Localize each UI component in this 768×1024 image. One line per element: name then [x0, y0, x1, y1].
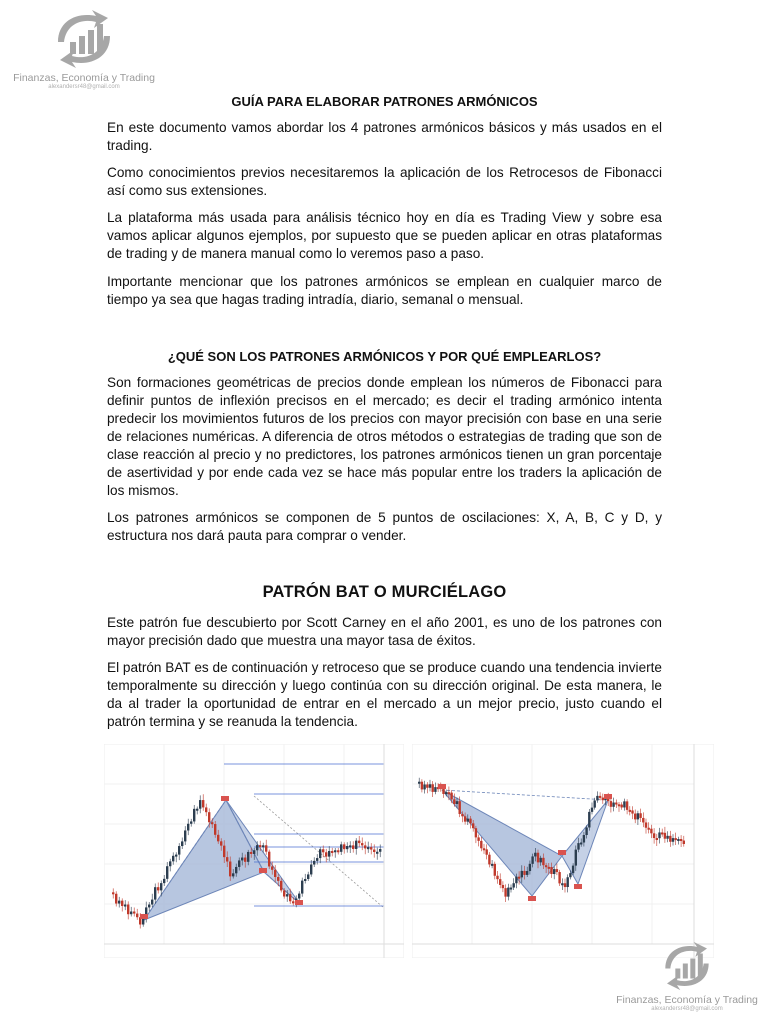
bat-pattern-chart-right — [412, 744, 714, 958]
candle-body — [631, 810, 633, 813]
candle-body — [664, 833, 666, 839]
candle-body — [499, 879, 501, 885]
candle-body — [160, 883, 162, 890]
candle-body — [304, 879, 306, 881]
candle-body — [672, 838, 674, 842]
candle-body — [602, 798, 604, 801]
candle-body — [599, 796, 601, 798]
candle-body — [558, 872, 560, 883]
candle-body — [575, 850, 577, 866]
candle-body — [175, 855, 177, 857]
candle-body — [618, 804, 620, 806]
candle-body — [379, 849, 381, 852]
candle-body — [313, 861, 315, 865]
candle-body — [115, 894, 117, 904]
candle-body — [621, 805, 623, 808]
candle-body — [112, 892, 114, 894]
candle-body — [526, 871, 528, 875]
candle-body — [483, 848, 485, 850]
candle-body — [238, 860, 240, 867]
candle-body — [208, 812, 210, 822]
candle-body — [615, 803, 617, 805]
candle-body — [184, 830, 186, 841]
candle-body — [319, 849, 321, 858]
candle-body — [610, 801, 612, 807]
candle-body — [280, 881, 282, 891]
candle-body — [316, 858, 318, 861]
candle-body — [518, 877, 520, 879]
candle-body — [653, 833, 655, 838]
candle-body — [271, 866, 273, 869]
candle-body — [548, 867, 550, 869]
intro-paragraph-3: La plataforma más usada para análisis técnico hoy en día es Trading View y sobre esa vamos aplicar algunos ejemplos, por supuesto que se pueden aplicar en otras plataformas de trading y de manera manual como lo veremos paso a paso. — [107, 210, 662, 261]
candle-body — [232, 873, 234, 876]
candle-body — [202, 800, 204, 807]
candle-body — [337, 850, 339, 852]
candle-body — [376, 852, 378, 854]
brand-email: alexandersr48@gmail.com — [651, 1006, 723, 1012]
candle-body — [550, 867, 552, 874]
chart-left-svg — [104, 744, 404, 958]
candle-body — [634, 814, 636, 820]
candle-body — [136, 914, 138, 918]
candle-body — [121, 901, 123, 906]
candle-body — [235, 867, 237, 873]
candle-body — [472, 823, 474, 828]
candle-body — [596, 796, 598, 801]
candle-body — [343, 844, 345, 849]
candle-body — [334, 850, 336, 852]
candle-body — [448, 792, 450, 794]
candle-body — [564, 883, 566, 887]
candle-body — [157, 887, 159, 890]
candle-body — [301, 881, 303, 894]
candle-body — [650, 829, 652, 834]
candle-body — [583, 835, 585, 842]
candle-body — [480, 841, 482, 848]
candle-body — [623, 801, 625, 807]
candle-body — [193, 809, 195, 822]
candle-body — [352, 845, 354, 849]
candle-body — [645, 822, 647, 827]
candle-body — [513, 883, 515, 887]
candle-body — [612, 803, 614, 807]
candle-body — [475, 828, 477, 837]
candle-body — [585, 827, 587, 835]
candle-body — [250, 852, 252, 854]
candle-body — [496, 876, 498, 879]
candle-body — [459, 801, 461, 814]
candle-body — [450, 793, 452, 800]
candle-body — [656, 838, 658, 840]
candle-body — [163, 879, 165, 883]
candle-body — [253, 850, 255, 854]
candle-body — [515, 877, 517, 884]
candle-body — [358, 841, 360, 843]
candle-body — [373, 850, 375, 852]
definition-paragraph-2: Los patrones armónicos se componen de 5 puntos de oscilaciones: X, A, B, C y D, y estructura nos dará pauta para comprar o vender. — [107, 510, 662, 543]
candle-body — [349, 845, 351, 847]
candle-body — [591, 808, 593, 812]
candle-body — [118, 901, 120, 904]
candle-body — [453, 799, 455, 804]
candle-body — [226, 857, 228, 861]
candle-body — [556, 869, 558, 872]
candle-body — [211, 822, 213, 824]
candle-body — [461, 814, 463, 816]
candle-body — [307, 874, 309, 879]
candle-body — [680, 839, 682, 841]
candle-body — [325, 852, 327, 856]
bat-paragraph-2: El patrón BAT es de continuación y retroceso que se produce cuando una tendencia invierte temporalmente su dirección y luego continúa con su dirección original. De esta manera, le da al trader la oportunidad de entrar en el mercado a un mejor precio, justo cuando el patrón termina y se reanuda la tendencia. — [107, 660, 662, 729]
candle-body — [169, 861, 171, 866]
candle-body — [124, 905, 126, 907]
candle-body — [289, 894, 291, 901]
candle-body — [561, 883, 563, 885]
candle-body — [467, 819, 469, 822]
section-heading-what-are: ¿QUÉ SON LOS PATRONES ARMÓNICOS Y POR QUÉ EMPLEARLOS? — [167, 349, 602, 364]
candle-body — [669, 836, 671, 842]
candle-body — [190, 821, 192, 823]
candle-body — [148, 905, 150, 908]
candle-body — [172, 856, 174, 862]
candle-body — [432, 784, 434, 792]
candle-body — [298, 894, 300, 899]
candle-body — [567, 877, 569, 887]
candle-body — [130, 912, 132, 915]
candle-body — [534, 853, 536, 857]
candle-body — [133, 912, 135, 914]
candle-body — [477, 837, 479, 840]
bat-paragraph-1: Este patrón fue descubierto por Scott Carney en el año 2001, es uno de los patrones con mayor precisión dado que muestra una mayor tasa de éxitos. — [107, 615, 662, 648]
candle-body — [346, 846, 348, 849]
candle-body — [127, 905, 129, 915]
candle-body — [187, 824, 189, 831]
candle-body — [370, 847, 372, 849]
candle-body — [504, 888, 506, 896]
candle-body — [256, 845, 258, 850]
candle-body — [223, 846, 225, 857]
candle-body — [626, 801, 628, 810]
candle-body — [367, 847, 369, 849]
candle-body — [661, 832, 663, 834]
candle-body — [507, 888, 509, 897]
candle-body — [154, 887, 156, 899]
brand-caption: Finanzas, Economía y Trading — [13, 72, 155, 84]
candle-body — [486, 849, 488, 854]
candle-body — [442, 789, 444, 794]
intro-paragraph-4: Importante mencionar que los patrones armónicos se emplean en cualquier marco de tiempo ya sea que hagas trading intradía, diario, semanal o mensual. — [107, 274, 662, 307]
candle-body — [423, 784, 425, 789]
candle-body — [523, 871, 525, 875]
candle-body — [310, 865, 312, 875]
candle-body — [355, 841, 357, 849]
candle-body — [464, 816, 466, 821]
candle-body — [241, 858, 243, 861]
candle-body — [199, 800, 201, 809]
candle-body — [166, 866, 168, 879]
brand-caption: Finanzas, Economía y Trading — [616, 994, 758, 1006]
candle-body — [658, 832, 660, 838]
candle-body — [456, 801, 458, 804]
logo-chart-icon — [657, 940, 717, 992]
candle-body — [331, 851, 333, 853]
candle-body — [666, 836, 668, 839]
candle-body — [418, 782, 420, 784]
logo-chart-icon — [48, 8, 120, 70]
brand-logo-bottom — [612, 940, 762, 1012]
candle-body — [545, 865, 547, 867]
candle-body — [637, 813, 639, 819]
candle-body — [491, 864, 493, 866]
candle-body — [283, 890, 285, 896]
intro-paragraph-2: Como conocimientos previos necesitaremos la aplicación de los Retrocesos de Fibonacci así como sus extensiones. — [107, 165, 662, 198]
candle-body — [181, 841, 183, 846]
section-heading-bat: PATRÓN BAT O MURCIÉLAGO — [262, 583, 507, 601]
candle-body — [364, 845, 366, 848]
candle-body — [262, 845, 264, 847]
candle-body — [229, 862, 231, 877]
candle-body — [639, 813, 641, 818]
candle-body — [244, 858, 246, 862]
candle-body — [572, 866, 574, 874]
definition-paragraph-1: Son formaciones geométricas de precios donde emplean los números de Fibonacci para definir puntos de inflexión precisos en el mercado; es decir el trading armónico intenta predecir los movimientos futuros de los precios con mayor precisión con base en una serie de relaciones numéricas. A diferencia de otros métodos o estrategias de trading que son de clase reacción al precio y no predictores, los patrones armónicos tienen un gran porcentaje de asertividad y por ende cada vez se hace más popular entre los traders la aplicación de los mismos. — [107, 375, 662, 498]
candle-body — [629, 810, 631, 812]
candle-body — [580, 843, 582, 845]
candle-body — [328, 851, 330, 857]
candle-body — [247, 852, 249, 862]
candle-body — [542, 858, 544, 865]
candle-body — [540, 858, 542, 863]
candle-body — [429, 784, 431, 788]
candle-body — [196, 809, 198, 811]
candle-body — [577, 843, 579, 850]
candle-body — [214, 824, 216, 835]
brand-email: alexandersr48@gmail.com — [48, 84, 120, 90]
candle-body — [537, 853, 539, 863]
candle-body — [426, 784, 428, 787]
candle-body — [445, 792, 447, 794]
candle-body — [588, 812, 590, 828]
candle-body — [521, 871, 523, 877]
candle-body — [677, 839, 679, 841]
candle-body — [274, 870, 276, 877]
brand-logo-top — [14, 8, 154, 90]
candle-body — [178, 846, 180, 855]
candle-body — [151, 900, 153, 905]
candle-body — [531, 856, 533, 863]
candle-body — [494, 864, 496, 876]
candle-body — [488, 855, 490, 865]
candle-body — [469, 819, 471, 824]
candle-body — [675, 838, 677, 840]
candle-body — [529, 864, 531, 871]
candle-body — [259, 845, 261, 847]
bat-pattern-chart-left — [104, 744, 404, 958]
document-title: GUÍA PARA ELABORAR PATRONES ARMÓNICOS — [231, 94, 538, 109]
chart-right-svg — [412, 744, 714, 958]
candle-body — [340, 844, 342, 851]
candle-body — [220, 841, 222, 845]
candle-body — [292, 901, 294, 903]
candle-body — [434, 787, 436, 792]
candle-body — [502, 885, 504, 888]
intro-paragraph-1: En este documento vamos abordar los 4 patrones armónicos básicos y más usados en el trading. — [107, 120, 662, 153]
candle-body — [322, 849, 324, 852]
candle-body — [553, 869, 555, 874]
candle-body — [683, 841, 685, 844]
candle-body — [648, 828, 650, 830]
candle-body — [642, 818, 644, 823]
candle-body — [361, 843, 363, 845]
candle-body — [594, 800, 596, 807]
candle-body — [421, 782, 423, 790]
candle-body — [286, 894, 288, 896]
candle-body — [569, 873, 571, 877]
candle-body — [510, 888, 512, 890]
candle-body — [265, 845, 267, 851]
candle-body — [205, 807, 207, 812]
candle-body — [268, 852, 270, 867]
candle-body — [277, 877, 279, 881]
candle-body — [217, 835, 219, 842]
